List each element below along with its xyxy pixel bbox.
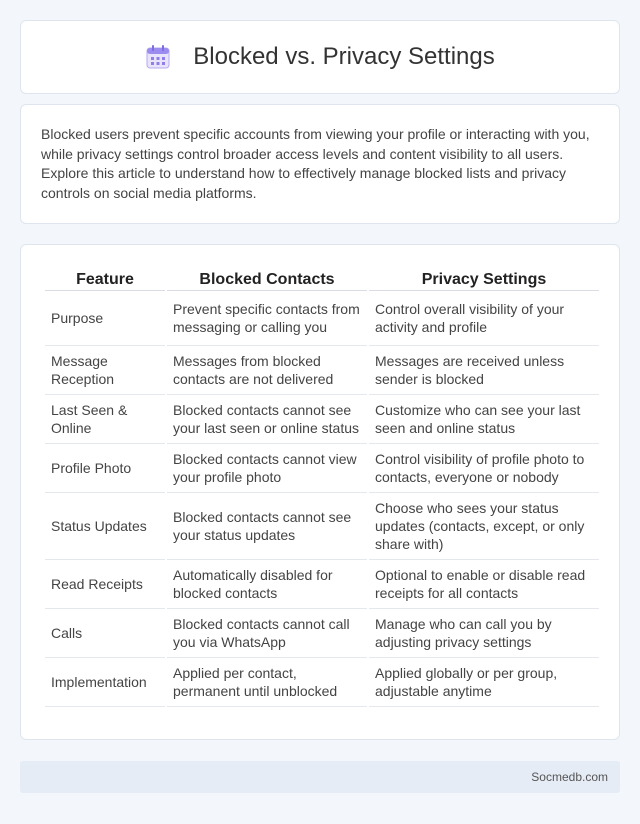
privacy-cell: Messages are received unless sender is blocked <box>369 346 599 395</box>
blocked-cell: Prevent specific contacts from messaging or calling you <box>167 291 367 346</box>
table-row <box>45 493 599 560</box>
feature-cell: Calls <box>45 609 165 658</box>
table-row <box>45 658 599 707</box>
header-feature: Feature <box>45 263 165 291</box>
page-title: Blocked vs. Privacy Settings <box>193 43 495 70</box>
comparison-table <box>43 263 601 707</box>
comparison-table-card <box>20 244 620 740</box>
feature-cell: Status Updates <box>45 493 165 560</box>
blocked-cell: Automatically disabled for blocked contacts <box>167 560 367 609</box>
feature-cell: Profile Photo <box>45 444 165 493</box>
blocked-cell: Blocked contacts cannot see your status updates <box>167 493 367 560</box>
blocked-cell: Blocked contacts cannot view your profile photo <box>167 444 367 493</box>
footer-site-link[interactable]: Socmedb.com <box>531 770 608 784</box>
header-blocked-contacts: Blocked Contacts <box>167 263 367 291</box>
privacy-cell: Applied globally or per group, adjustable anytime <box>369 658 599 707</box>
title-card <box>20 20 620 94</box>
blocked-cell: Blocked contacts cannot call you via WhatsApp <box>167 609 367 658</box>
privacy-cell: Control overall visibility of your activity and profile <box>369 291 599 346</box>
privacy-cell: Optional to enable or disable read receipts for all contacts <box>369 560 599 609</box>
table-header-row <box>45 263 599 291</box>
feature-cell: Purpose <box>45 291 165 346</box>
intro-text: Blocked users prevent specific accounts from viewing your profile or interacting with you, while privacy settings control broader access levels and content visibility to all users. Explore this article to understand how to effectively manage blocked lists and privacy controls on social media platforms. <box>41 126 590 201</box>
feature-cell: Last Seen & Online <box>45 395 165 444</box>
header-privacy-settings: Privacy Settings <box>369 263 599 291</box>
privacy-cell: Customize who can see your last seen and online status <box>369 395 599 444</box>
intro-card <box>20 104 620 224</box>
blocked-cell: Messages from blocked contacts are not delivered <box>167 346 367 395</box>
table-row <box>45 291 599 346</box>
calendar-icon <box>145 44 171 70</box>
privacy-cell: Manage who can call you by adjusting privacy settings <box>369 609 599 658</box>
table-row <box>45 395 599 444</box>
table-row <box>45 346 599 395</box>
table-row <box>45 609 599 658</box>
privacy-cell: Control visibility of profile photo to contacts, everyone or nobody <box>369 444 599 493</box>
footer <box>20 761 620 793</box>
feature-cell: Message Reception <box>45 346 165 395</box>
table-row <box>45 560 599 609</box>
table-row <box>45 444 599 493</box>
privacy-cell: Choose who sees your status updates (contacts, except, or only share with) <box>369 493 599 560</box>
feature-cell: Read Receipts <box>45 560 165 609</box>
feature-cell: Implementation <box>45 658 165 707</box>
blocked-cell: Applied per contact, permanent until unblocked <box>167 658 367 707</box>
blocked-cell: Blocked contacts cannot see your last seen or online status <box>167 395 367 444</box>
